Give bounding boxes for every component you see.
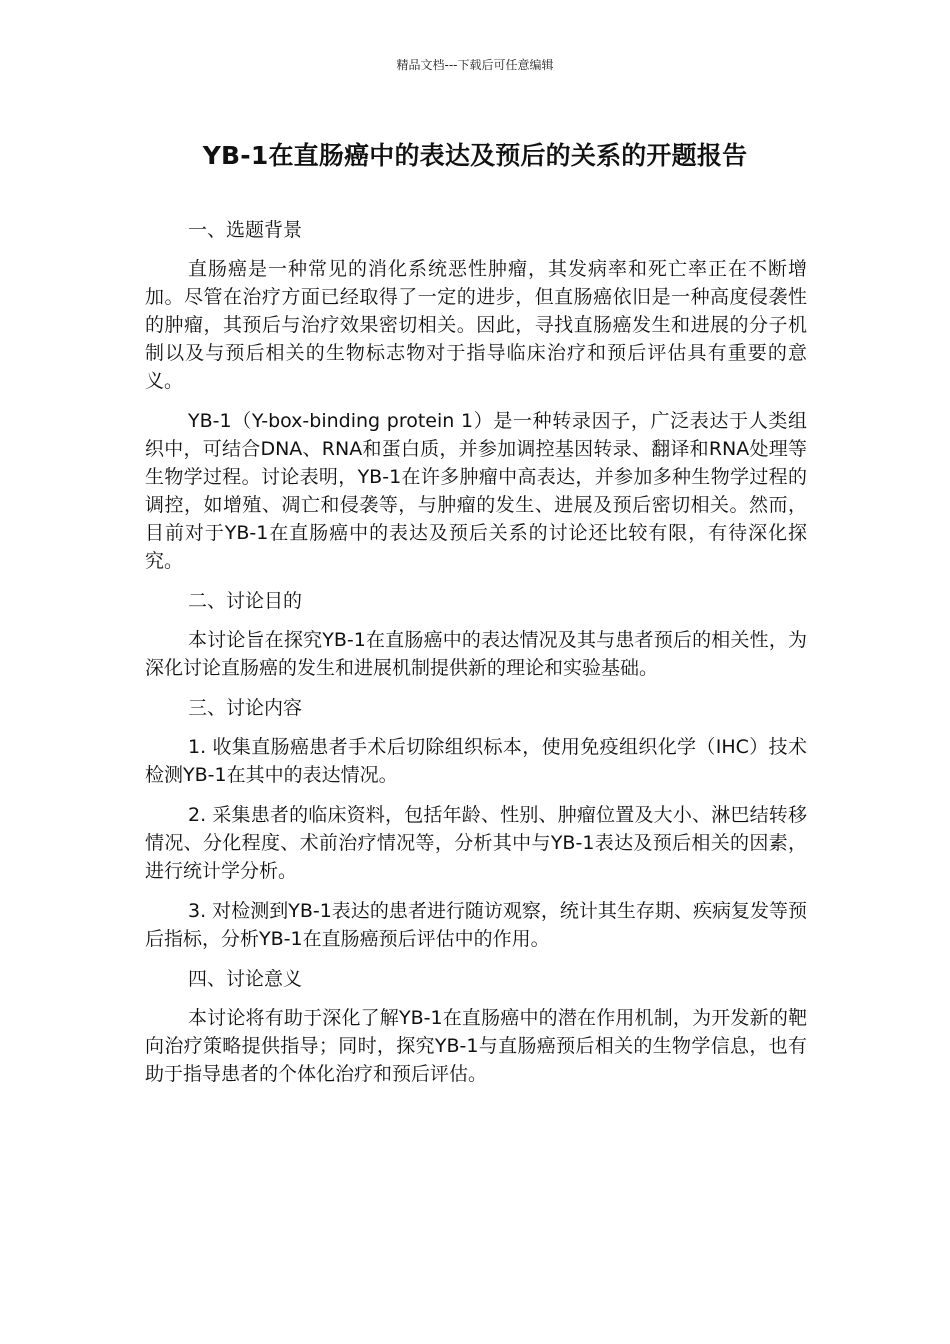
- paragraph-content-1: 1. 收集直肠癌患者手术后切除组织标本，使用免疫组织化学（IHC）技术检测YB-1在其中的表达情况。: [145, 736, 807, 786]
- paragraph-significance-1: 本讨论将有助于深化了解YB-1在直肠癌中的潜在作用机制，为开发新的靶向治疗策略提供指导；同时，探究YB-1与直肠癌预后相关的生物学信息，也有助于指导患者的个体化治疗和预后评估。: [145, 1007, 807, 1085]
- section-heading-background: 一、选题背景: [188, 219, 303, 241]
- document-title: YB-1在直肠癌中的表达及预后的关系的开题报告: [202, 141, 748, 170]
- section-heading-significance: 四、讨论意义: [188, 968, 303, 990]
- section-heading-content: 三、讨论内容: [188, 697, 303, 719]
- document-body: [145, 216, 807, 1100]
- paragraph-background-1: 直肠癌是一种常见的消化系统恶性肿瘤，其发病率和死亡率正在不断增加。尽管在治疗方面已经取得了一定的进步，但直肠癌依旧是一种高度侵袭性的肿瘤，其预后与治疗效果密切相关。因此，寻找直肠癌发生和进展的分子机制以及与预后相关的生物标志物对于指导临床治疗和预后评估具有重要的意义。: [145, 258, 807, 392]
- section-heading-purpose: 二、讨论目的: [188, 590, 303, 612]
- page-header-watermark: 精品文档---下载后可任意编辑: [396, 58, 554, 72]
- paragraph-content-2: 2. 采集患者的临床资料，包括年龄、性别、肿瘤位置及大小、淋巴结转移情况、分化程度、术前治疗情况等，分析其中与YB-1表达及预后相关的因素，进行统计学分析。: [145, 804, 807, 882]
- paragraph-background-2: YB-1（Y-box-binding protein 1）是一种转录因子，广泛表达于人类组织中，可结合DNA、RNA和蛋白质，并参加调控基因转录、翻译和RNA处理等生物学过程。讨论表明，YB-1在许多肿瘤中高表达，并参加多种生物学过程的调控，如增殖、凋亡和侵袭等，与肿瘤的发生、进展及预后密切相关。然而，目前对于YB-1在直肠癌中的表达及预后关系的讨论还比较有限，有待深化探究。: [145, 410, 807, 572]
- paragraph-content-3: 3. 对检测到YB-1表达的患者进行随访观察，统计其生存期、疾病复发等预后指标，分析YB-1在直肠癌预后评估中的作用。: [145, 900, 807, 950]
- paragraph-purpose-1: 本讨论旨在探究YB-1在直肠癌中的表达情况及其与患者预后的相关性，为深化讨论直肠癌的发生和进展机制提供新的理论和实验基础。: [145, 629, 807, 679]
